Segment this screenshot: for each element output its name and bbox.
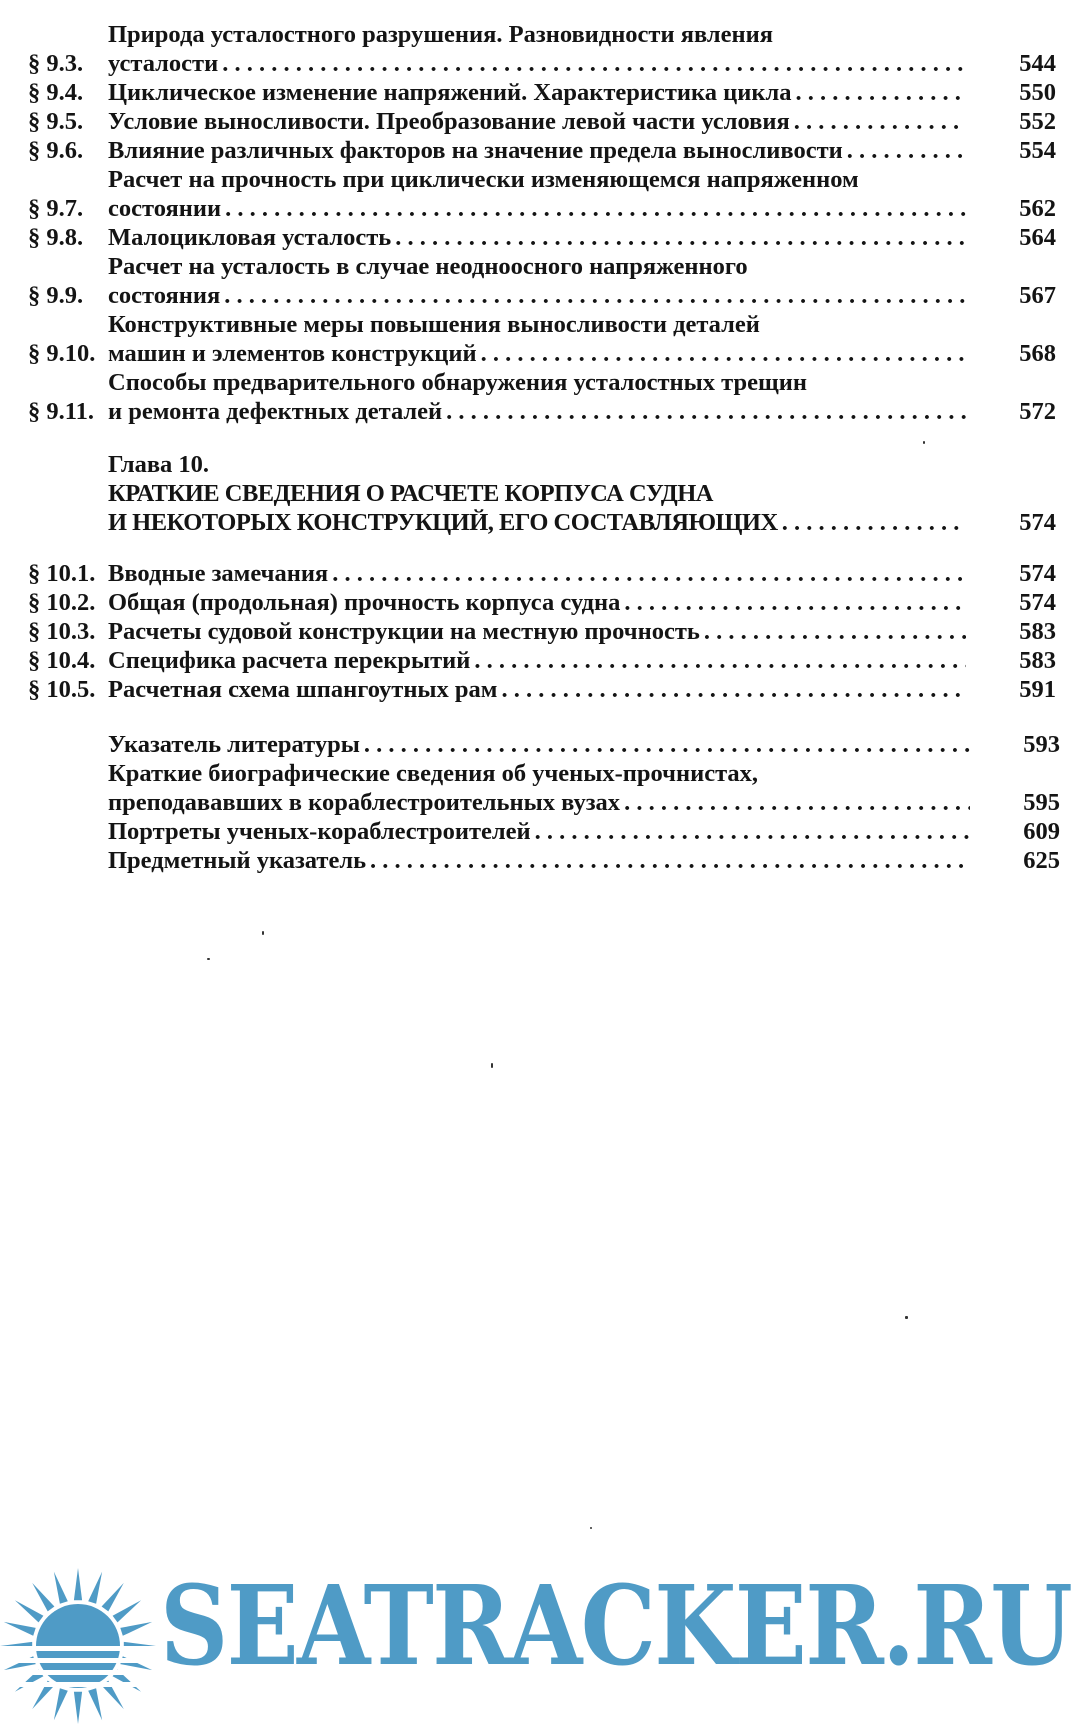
scan-speck [262,931,264,935]
page-number: 567 [1019,282,1056,309]
page-number: 593 [1023,731,1060,758]
sun-ray [113,1600,142,1622]
sun-logo-icon [0,1560,160,1728]
entry-title-line: усталости [108,50,219,77]
page-number: 564 [1019,224,1056,251]
scan-speck [923,441,925,444]
toc-entry[interactable] [108,730,1068,759]
leader-dots [332,559,966,588]
entry-title-line: Условие выносливости. Преобразование левой части условия [108,108,790,135]
entry-title-line: Вводные замечания [108,560,329,587]
leader-dots [446,397,966,426]
scan-speck [207,958,210,960]
leader-dots [624,788,970,817]
leader-dots [535,817,970,846]
sun-ray [54,1572,68,1604]
leader-dots [370,846,970,875]
toc-entry[interactable] [108,817,1068,846]
page-number: 583 [1019,647,1056,674]
entry-title-line: Циклическое изменение напряжений. Характеристика цикла [108,79,792,106]
leader-dots [502,675,967,704]
leader-dots [704,617,966,646]
sun-ray [74,1568,82,1600]
toc-entry[interactable] [28,588,1068,617]
section-number: § 9.8. [28,224,84,251]
leader-dots [474,646,966,675]
toc-entry[interactable] [28,107,1068,136]
sun-ray [102,1583,124,1612]
leader-dots [364,730,970,759]
toc-entry[interactable] [28,310,1068,368]
chapter-title-line: И НЕКОТОРЫХ КОНСТРУКЦИЙ, ЕГО СОСТАВЛЯЮЩИХ [108,509,778,536]
leader-dots [796,78,967,107]
entry-title-line: Указатель литературы [108,731,360,758]
entry-title-line: машин и элементов конструкций [108,340,477,367]
sun-ray [88,1688,102,1720]
page-number: 574 [1019,509,1056,536]
entry-title-line: Краткие биографические сведения об ученых-прочнистах, [108,760,759,787]
page-number: 595 [1023,789,1060,816]
toc-entry[interactable] [108,846,1068,875]
page-number: 552 [1019,108,1056,135]
entry-title-line: Предметный указатель [108,847,367,874]
section-number: § 9.5. [28,108,84,135]
toc-entry[interactable] [108,759,1068,817]
section-number: § 9.6. [28,137,84,164]
chapter-title-line: КРАТКИЕ СВЕДЕНИЯ О РАСЧЕТЕ КОРПУСА СУДНА [108,480,713,507]
leader-dots [222,49,966,78]
leader-dots [224,281,966,310]
sun-ray [4,1622,36,1636]
sun-ray [74,1692,82,1724]
toc-entry[interactable] [28,617,1068,646]
chapter-label: Глава 10. [108,451,210,478]
toc-entry[interactable] [28,252,1068,310]
page-number: 574 [1019,560,1056,587]
entry-title-line: и ремонта дефектных деталей [108,398,443,425]
section-number: § 10.3. [28,618,96,645]
toc-entry[interactable] [28,646,1068,675]
section-number: § 9.7. [28,195,84,222]
page-number: 574 [1019,589,1056,616]
back-matter [28,730,1068,875]
page-number: 562 [1019,195,1056,222]
section-number: § 9.3. [28,50,84,77]
entry-title-line: Влияние различных факторов на значение предела выносливости [108,137,843,164]
entry-title-line: Способы предварительного обнаружения усталостных трещин [108,369,807,396]
entry-title-line: Портреты ученых-кораблестроителей [108,818,531,845]
page-number: 625 [1023,847,1060,874]
page-number: 572 [1019,398,1056,425]
toc-entry[interactable] [28,223,1068,252]
table-of-contents [28,20,1068,875]
entry-title-line: Расчет на усталость в случае неодноосного напряженного [108,253,748,280]
toc-entry[interactable] [28,559,1068,588]
scan-speck [905,1316,908,1319]
page-number: 544 [1019,50,1056,77]
watermark-text: SEATRACKER.RU [160,1561,1071,1690]
watermark [0,1560,1080,1728]
leader-dots [782,508,966,537]
toc-entry[interactable] [28,165,1068,223]
section-number: § 10.4. [28,647,96,674]
chapter-9-sections [28,20,1068,426]
chapter-10-sections [28,559,1068,704]
toc-entry[interactable] [28,78,1068,107]
entry-title-line: Расчеты судовой конструкции на местную прочность [108,618,700,645]
sun-ray [15,1600,44,1622]
page-number: 609 [1023,818,1060,845]
entry-title-line: Природа усталостного разрушения. Разновидности явления [108,21,773,48]
sun-ray [88,1572,102,1604]
leader-dots [624,588,966,617]
toc-entry[interactable] [28,136,1068,165]
section-number: § 9.10. [28,340,96,367]
entry-title-line: состояния [108,282,221,309]
chapter-title-entry[interactable] [28,479,1068,537]
sun-ray [32,1583,54,1612]
scan-speck [491,1063,493,1068]
leader-dots [225,194,966,223]
entry-title-line: Расчет на прочность при циклически изменяющемся напряженном [108,166,859,193]
leader-dots [847,136,966,165]
section-number: § 9.11. [28,398,95,425]
page-number: 583 [1019,618,1056,645]
entry-title-line: преподававших в кораблестроительных вузах [108,789,621,816]
entry-title-line: Расчетная схема шпангоутных рам [108,676,498,703]
entry-title-line: Общая (продольная) прочность корпуса судна [108,589,621,616]
page-number: 554 [1019,137,1056,164]
toc-entry[interactable] [28,675,1068,704]
toc-entry[interactable] [28,20,1068,78]
section-number: § 10.1. [28,560,96,587]
page-number: 591 [1019,676,1056,703]
section-number: § 9.4. [28,79,84,106]
entry-title-line: Малоцикловая усталость [108,224,392,251]
leader-dots [481,339,966,368]
entry-title-line: Специфика расчета перекрытий [108,647,471,674]
chapter-10-heading [28,450,1068,537]
section-number: § 10.2. [28,589,96,616]
scan-speck [590,1527,592,1529]
sun-ray [54,1688,68,1720]
leader-dots [794,107,966,136]
section-number: § 10.5. [28,676,96,703]
toc-entry[interactable] [28,368,1068,426]
page-number: 568 [1019,340,1056,367]
page-number: 550 [1019,79,1056,106]
entry-title-line: состоянии [108,195,222,222]
section-number: § 9.9. [28,282,84,309]
entry-title-line: Конструктивные меры повышения выносливости деталей [108,311,760,338]
sun-ray [120,1622,152,1636]
leader-dots [395,223,966,252]
